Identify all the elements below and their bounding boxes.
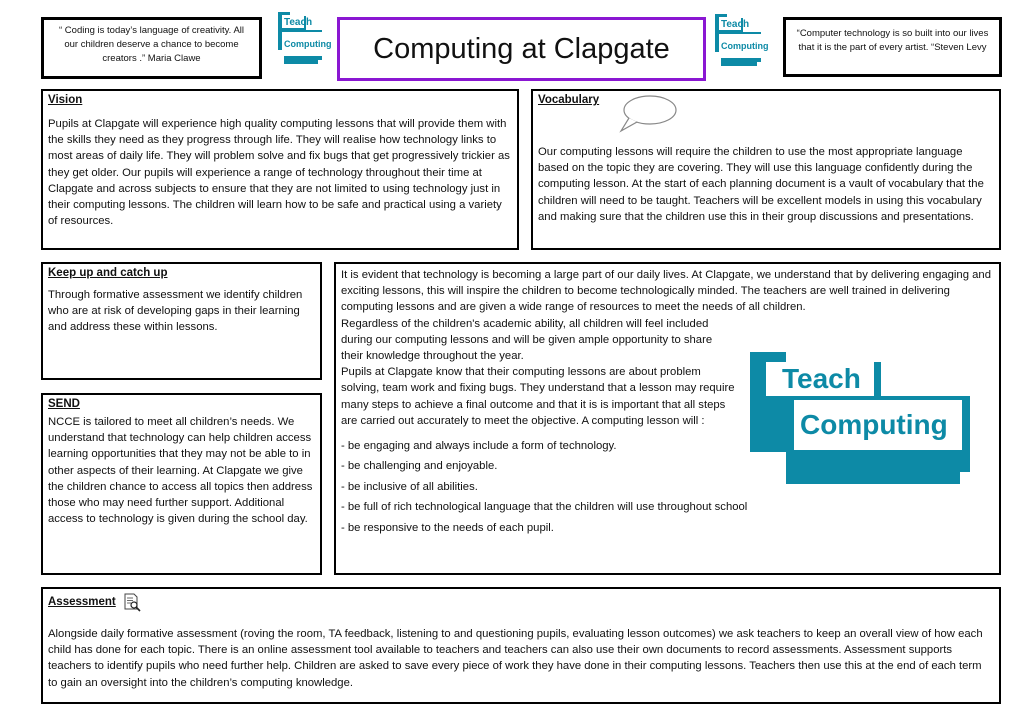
logo-large-word-2: Computing xyxy=(800,409,948,440)
logo-large-word-1: Teach xyxy=(782,363,861,394)
main-intro: It is evident that technology is becoming a large part of our daily lives. At Clapgate, we understand that by delivering engaging and exciting lessons, this will inspire the children to become technologically minded. The teachers are well trained in delivering computing lessons and are given a wide range of resources to meet the needs of all children. xyxy=(341,269,991,314)
send-text: NCCE is tailored to meet all children’s needs. We understand that technology can help children access learning opportunities that they may not be able to in other aspects of their learning. At Clapgate we give the children chance to access all topics then address those who may need further support. Additional access to technology is given during the school day. xyxy=(48,416,313,526)
main-section xyxy=(334,262,1001,575)
vision-section xyxy=(41,89,519,250)
teach-computing-logo-right xyxy=(713,12,769,68)
list-item: - be challenging and enjoyable. xyxy=(341,460,498,473)
vocabulary-section xyxy=(531,89,1001,250)
list-item: - be engaging and always include a form of technology. xyxy=(341,440,617,453)
teach-computing-logo-left xyxy=(276,10,332,66)
assessment-section xyxy=(41,587,1001,704)
send-heading: SEND xyxy=(48,398,80,410)
teach-computing-logo-icon xyxy=(276,10,332,66)
keep-up-text: Through formative assessment we identify children who are at risk of developing gaps in their learning and address these within lessons. xyxy=(48,289,303,334)
teach-computing-logo-icon xyxy=(713,12,769,68)
speech-bubble-icon xyxy=(617,93,679,135)
vocabulary-heading: Vocabulary xyxy=(538,94,600,106)
assessment-heading: Assessment xyxy=(48,596,116,608)
main-para-2: Regardless of the children's academic ability, all children will feel included during our computing lessons and will be given ample opportunity to share their knowledge throughout the year. xyxy=(341,317,713,363)
document-magnifier-icon xyxy=(122,592,142,612)
quote-left-text: “ Coding is today’s language of creativity. All our children deserve a chance to become creators .” Maria Clawe xyxy=(59,25,244,64)
logo-right-word-1: Teach xyxy=(721,19,750,30)
quote-left xyxy=(41,17,262,79)
vision-heading: Vision xyxy=(48,94,83,106)
logo-left-word-1: Teach xyxy=(284,17,313,28)
keep-up-section xyxy=(41,262,322,380)
vocabulary-text: Our computing lessons will require the children to use the most appropriate language based on the topic they are covering. They will use this language confidently during the computing lesson. At the start of each planning document is a vault of vocabulary that the children will need to be taught. Teachers will be excellent models in using this vocabulary and making sure that the children use this in their group discussions and presentations. xyxy=(538,146,984,223)
assessment-text: Alongside daily formative assessment (roving the room, TA feedback, listening to and questioning pupils, evaluating lesson outcomes) we ask teachers to keep an overall view of how each child has done for each topic. There is an online assessment tool available to teachers and teachers can also use their own documents to record assessments. Assessment supports teachers to identify pupils who need further help. Children are asked to save every piece of work they have done in their computing lessons. Teachers then use this at the end of each term to gain an oversight into the children’s computing knowledge. xyxy=(48,628,983,689)
quote-right xyxy=(783,17,1002,77)
logo-right-word-2: Computing xyxy=(721,41,769,51)
logo-left-word-2: Computing xyxy=(284,39,332,49)
main-para-3: Pupils at Clapgate know that their computing lessons are about problem solving, team work and fixing bugs. They understand that a lesson may require many steps to achieve a final outcome and that it is is important that all steps are carried out accurately to meet the objective. A computing lesson will : xyxy=(341,366,735,427)
list-item: - be inclusive of all abilities. xyxy=(341,480,478,493)
list-item: - be full of rich technological language that the children will use throughout school xyxy=(341,501,748,514)
send-section xyxy=(41,393,322,575)
page-title xyxy=(337,17,706,81)
quote-right-text: “Computer technology is so built into our lives that it is the part of every artist. “Steven Levy xyxy=(796,28,989,53)
vision-text: Pupils at Clapgate will experience high quality computing lessons that will provide them with the skills they need as they progress through life. They will realise how technology links to most areas of daily life. They will problem solve and fix bugs that get progressively trickier as they get older. Our pupils will experience a range of technology throughout their time at Clapgate and across subjects to ensure that they are not limited to using technology just in their computing lessons. The children will learn how to be safe and practical using a variety of resources. xyxy=(48,118,510,228)
teach-computing-logo-large xyxy=(746,348,976,488)
keep-up-heading: Keep up and catch up xyxy=(48,267,168,279)
page-title-text: Computing at Clapgate xyxy=(373,32,670,65)
list-item: - be responsive to the needs of each pupil. xyxy=(341,521,554,534)
